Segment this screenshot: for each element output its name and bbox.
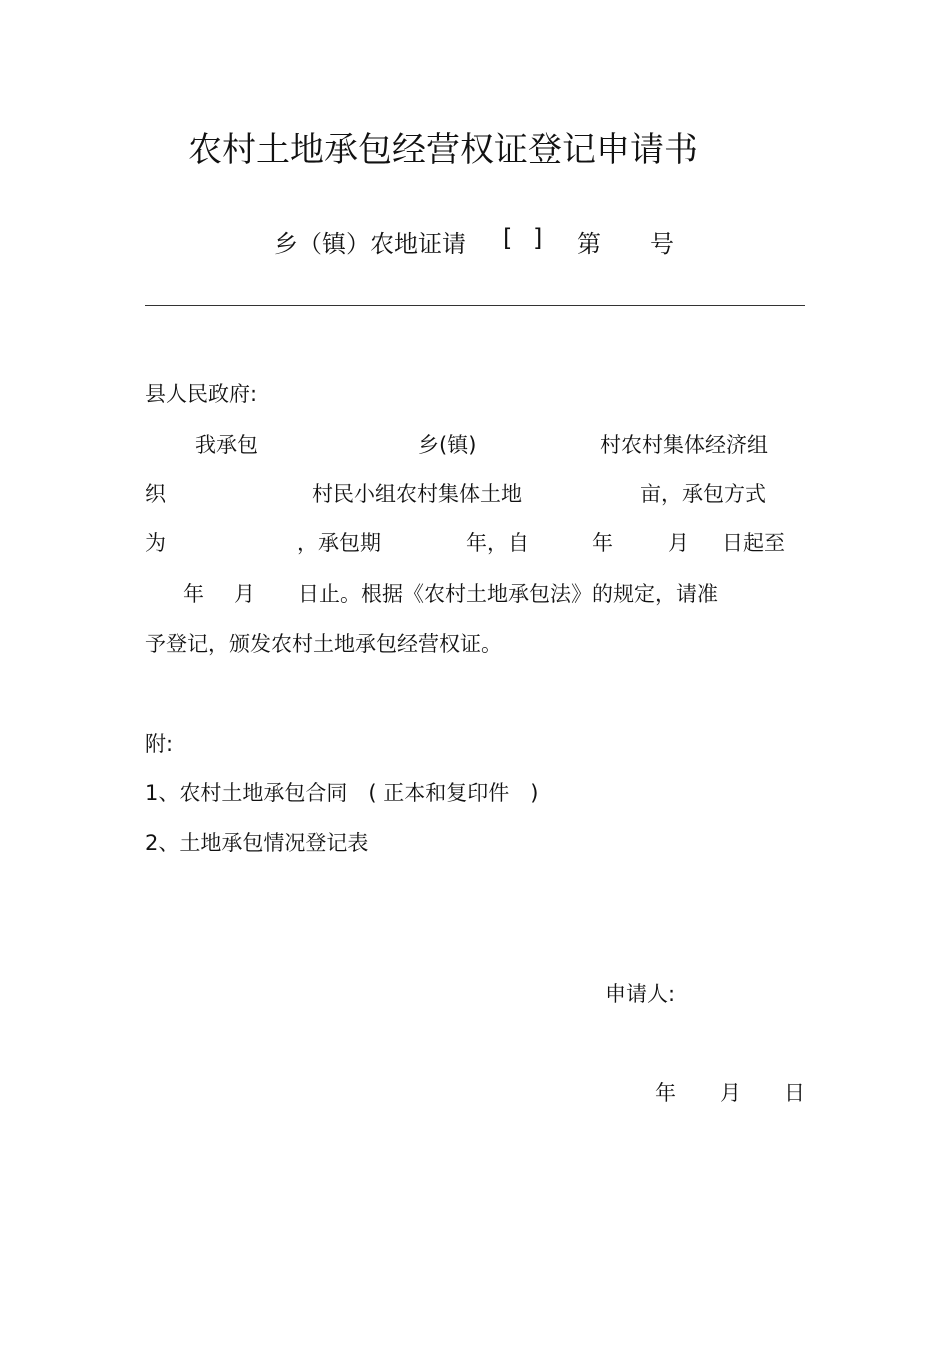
attachment-item: 2、土地承包情况登记表 bbox=[145, 831, 369, 855]
number-line-prefix: 乡（镇）农地证请 bbox=[274, 230, 466, 258]
applicant-label: 申请人: bbox=[605, 982, 676, 1006]
date-month: 月 bbox=[720, 1081, 741, 1105]
paragraph-text: 年 bbox=[592, 531, 613, 555]
paragraph-text: 日止。根据《农村土地承包法》的规定，请准 bbox=[298, 582, 718, 606]
document-title: 农村土地承包经营权证登记申请书 bbox=[188, 130, 698, 170]
date-day: 日 bbox=[784, 1081, 805, 1105]
paragraph-text: 乡(镇) bbox=[418, 433, 477, 457]
paragraph-text: ，承包期 bbox=[297, 531, 381, 555]
paragraph-text: 年，自 bbox=[466, 531, 529, 555]
paragraph-text: 月 bbox=[668, 531, 689, 555]
paragraph-text: 村农村集体经济组 bbox=[600, 433, 768, 457]
number-line-bracket-left: [ bbox=[503, 224, 513, 252]
paragraph-text: 亩，承包方式 bbox=[640, 482, 766, 506]
attachment-item: 1、农村土地承包合同 ( 正本和复印件 ) bbox=[145, 781, 539, 805]
paragraph-text: 月 bbox=[234, 582, 255, 606]
number-line-di: 第 bbox=[577, 230, 601, 258]
paragraph-text: 村民小组农村集体土地 bbox=[312, 482, 522, 506]
number-line-bracket-right: ] bbox=[533, 224, 543, 252]
paragraph-text: 年 bbox=[183, 582, 204, 606]
date-year: 年 bbox=[655, 1081, 676, 1105]
paragraph-text: 日起至 bbox=[722, 531, 785, 555]
paragraph-text: 我承包 bbox=[195, 433, 258, 457]
header-divider bbox=[145, 305, 805, 306]
number-line-hao: 号 bbox=[650, 230, 674, 258]
attachments-label: 附: bbox=[145, 732, 174, 756]
paragraph-text: 予登记，颁发农村土地承包经营权证。 bbox=[145, 632, 502, 656]
paragraph-text: 为 bbox=[145, 531, 166, 555]
addressee: 县人民政府: bbox=[145, 382, 258, 406]
paragraph-text: 织 bbox=[145, 482, 166, 506]
